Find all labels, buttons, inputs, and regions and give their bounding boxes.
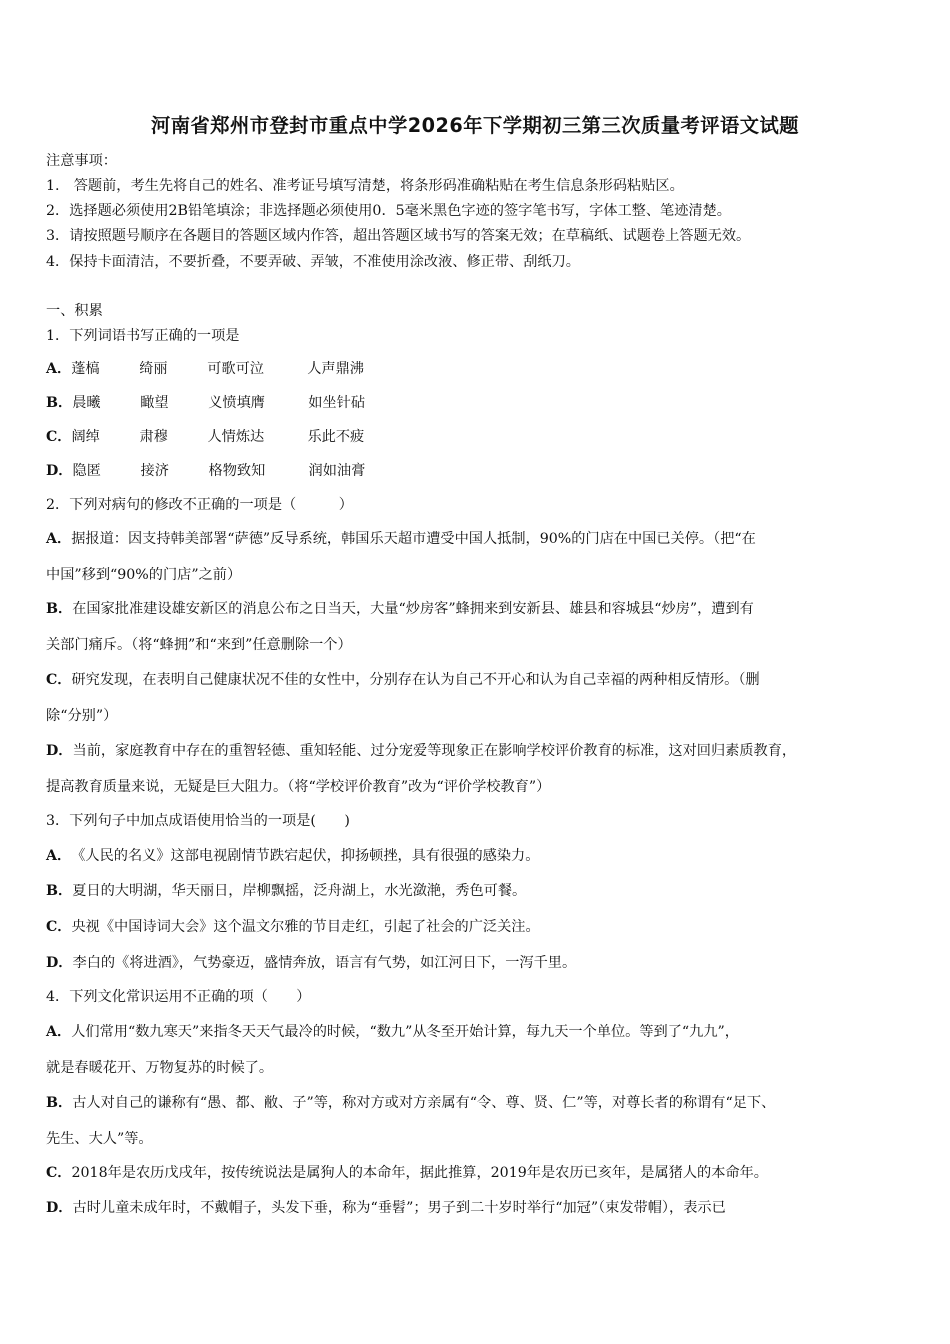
option-label: D． [46, 1200, 73, 1216]
q2-option-d [46, 741, 796, 761]
option-label: C． [46, 1165, 72, 1181]
option-word: 蓬槁 [71, 361, 100, 377]
option-label: A． [46, 361, 72, 377]
option-text: 古人对自己的谦称有“愚、都、敝、子”等，称对方或对方亲属有“令、尊、贤、仁”等，对尊长者的称谓有“足下、 [72, 1095, 776, 1111]
option-word: 瞰望 [140, 395, 169, 411]
q4-option-c [46, 1163, 768, 1183]
option-text: 李白的《将进酒》，气势豪迈，盛情奔放，语言有气势，如江河日下，一泻千里。 [72, 955, 577, 971]
option-label: C． [46, 672, 72, 688]
q2-option-c [46, 670, 760, 690]
q4-option-b [46, 1093, 775, 1113]
option-text: 据报道：因支持韩美部署“萨德”反导系统，韩国乐天超市遭受中国人抵制，90%的门店在中国已关停。（把“在 [71, 531, 756, 547]
option-label: D． [46, 955, 73, 971]
option-label: B． [46, 883, 73, 899]
option-word: 人声鼎沸 [307, 361, 364, 377]
q1-option-c [46, 427, 364, 447]
page-title: 河南省郑州市登封市重点中学2026年下学期初三第三次质量考评语文试题 [150, 114, 800, 137]
option-label: A． [46, 1024, 72, 1040]
notice-heading: 注意事项： [46, 153, 117, 169]
option-word: 如坐针砧 [308, 395, 365, 411]
option-text: 《人民的名义》这部电视剧情节跌宕起伏，抑扬顿挫，具有很强的感染力。 [71, 848, 540, 864]
q4-option-a-cont: 就是春暖花开、万物复苏的时候了。 [46, 1060, 274, 1076]
option-label: A． [46, 531, 72, 547]
option-word: 乐此不疲 [307, 429, 365, 445]
q4-option-b-cont: 先生、大人”等。 [46, 1131, 153, 1147]
option-text: 研究发现，在表明自己健康状况不佳的女性中，分别存在认为自己不开心和认为自己幸福的两种相反情形。（删 [71, 672, 760, 688]
option-label: D． [46, 743, 73, 759]
q1-option-d [46, 461, 365, 481]
option-label: B． [46, 1095, 73, 1111]
q2-option-c-cont: 除“分别”） [46, 708, 118, 724]
notice-item: 4．保持卡面清洁，不要折叠，不要弄破、弄皱，不准使用涂改液、修正带、刮纸刀。 [46, 254, 580, 270]
option-label: C． [46, 429, 72, 445]
option-word: 肃穆 [139, 429, 168, 445]
q4-option-d [46, 1198, 726, 1218]
option-word: 义愤填膺 [208, 395, 265, 411]
option-word: 接济 [140, 463, 169, 479]
option-label: C． [46, 919, 72, 935]
option-word: 绮丽 [139, 361, 168, 377]
q3-option-a [46, 846, 539, 866]
q1-option-a [46, 359, 364, 379]
option-label: B． [46, 601, 73, 617]
q2-option-b [46, 599, 754, 619]
question-2-stem: 2．下列对病句的修改不正确的一项是（ ） [46, 497, 353, 513]
option-word: 格物致知 [208, 463, 266, 479]
q2-option-d-cont: 提高教育质量来说，无疑是巨大阻力。（将“学校评价教育”改为“评价学校教育”） [46, 779, 551, 795]
option-word: 隐匿 [72, 463, 101, 479]
option-word: 人情炼达 [207, 429, 265, 445]
option-text: 当前，家庭教育中存在的重智轻德、重知轻能、过分宠爱等现象正在影响学校评价教育的标准，这对回归素质教育， [72, 743, 797, 759]
option-label: B． [46, 395, 73, 411]
option-label: A． [46, 848, 72, 864]
notice-item: 2．选择题必须使用2B铅笔填涂；非选择题必须使用0．5毫米黑色字迹的签字笔书写，字体工整、笔迹清楚。 [46, 203, 731, 219]
q3-option-b [46, 881, 526, 901]
q3-option-d [46, 953, 576, 973]
option-word: 润如油膏 [308, 463, 366, 479]
option-word: 阔绰 [71, 429, 100, 445]
q3-option-c [46, 917, 540, 937]
option-word: 可歌可泣 [207, 361, 264, 377]
q4-option-a [46, 1022, 739, 1042]
option-text: 夏日的大明湖，华天丽日，岸柳飘摇，泛舟湖上，水光潋滟，秀色可餐。 [72, 883, 527, 899]
option-text: 2018年是农历戊戌年，按传统说法是属狗人的本命年，据此推算，2019年是农历已亥年，是属猪人的本命年。 [71, 1165, 768, 1181]
notice-item: 1. 答题前，考生先将自己的姓名、准考证号填写清楚，将条形码准确粘贴在考生信息条形码粘贴区。 [46, 178, 684, 194]
option-text: 古时儿童未成年时，不戴帽子，头发下垂，称为“垂髫”；男子到二十岁时举行“加冠”（束发带帽），表示已 [72, 1200, 726, 1216]
option-label: D． [46, 463, 73, 479]
option-text: 在国家批准建设雄安新区的消息公布之日当天，大量“炒房客”蜂拥来到安新县、雄县和容城县“炒房”，遭到有 [72, 601, 754, 617]
q2-option-a-cont: 中国”移到“90%的门店”之前） [46, 567, 242, 583]
question-3-stem: 3．下列句子中加点成语使用恰当的一项是( ) [46, 813, 350, 829]
question-1-stem: 1．下列词语书写正确的一项是 [46, 328, 240, 344]
q1-option-b [46, 393, 365, 413]
option-text: 人们常用“数九寒天”来指冬天天气最冷的时候，“数九”从冬至开始计算，每九天一个单位。等到了“九九”， [71, 1024, 739, 1040]
question-4-stem: 4．下列文化常识运用不正确的项（ ） [46, 989, 311, 1005]
q2-option-b-cont: 关部门痛斥。（将“蜂拥”和“来到”任意删除一个） [46, 637, 352, 653]
notice-item: 3．请按照题号顺序在各题目的答题区域内作答，超出答题区域书写的答案无效；在草稿纸、试题卷上答题无效。 [46, 228, 751, 244]
q2-option-a [46, 529, 756, 549]
section-heading: 一、积累 [46, 303, 103, 319]
option-word: 晨曦 [72, 395, 101, 411]
option-text: 央视《中国诗词大会》这个温文尔雅的节目走红，引起了社会的广泛关注。 [71, 919, 540, 935]
